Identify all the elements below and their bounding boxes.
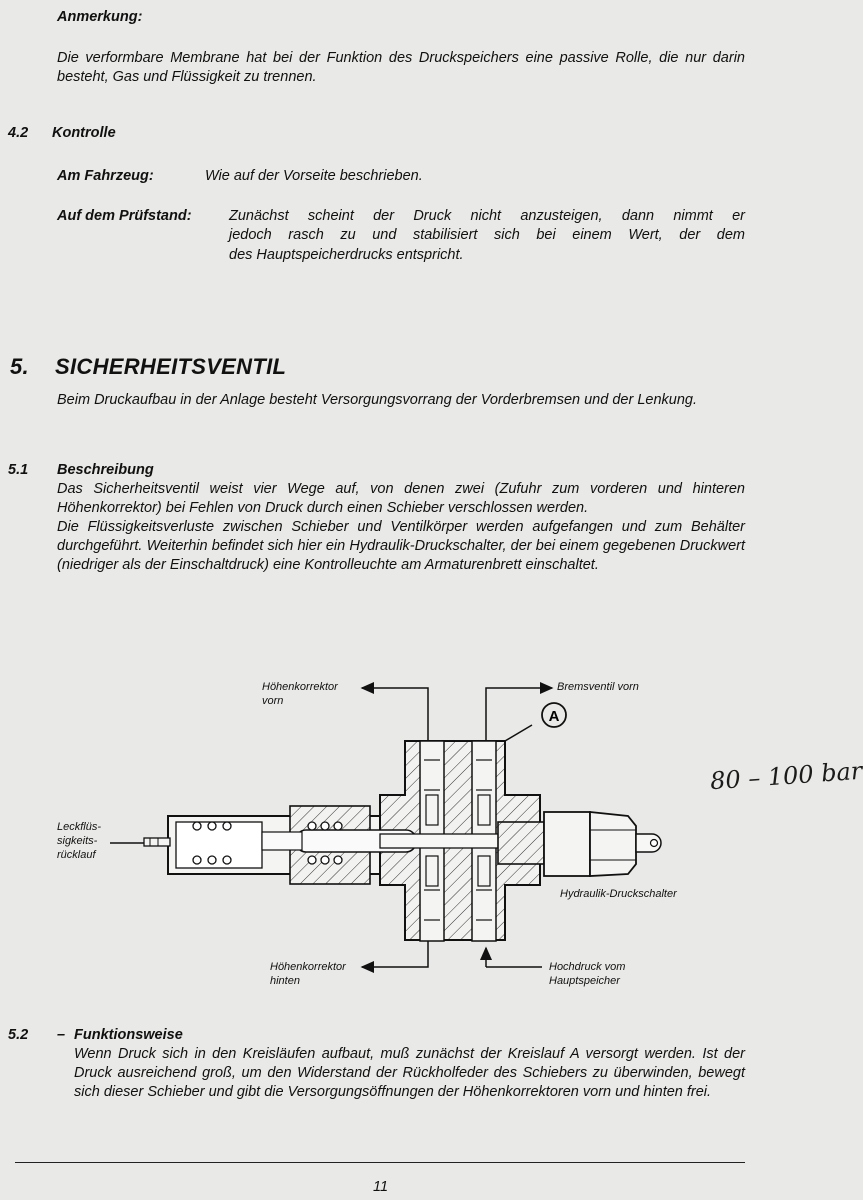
label-rear-corrector-1: Höhenkorrektor bbox=[270, 961, 346, 973]
page-number: 11 bbox=[373, 1179, 389, 1195]
section-5-intro-paragraph: Beim Druckaufbau in der Anlage besteht Versorgungsvorrang der Vorderbremsen und der Lenkung. bbox=[57, 392, 697, 408]
leak-nozzle bbox=[144, 838, 170, 846]
section-4-2-title: Kontrolle bbox=[52, 125, 116, 141]
section-5-2-number: 5.2 bbox=[8, 1027, 29, 1043]
footer-rule bbox=[15, 1162, 745, 1163]
bench-label: Auf dem Prüfstand: bbox=[57, 208, 192, 224]
section-5-1-title: Beschreibung bbox=[57, 462, 154, 478]
label-leak-1: Leckflüs- bbox=[57, 821, 102, 833]
section-5-1-paragraph-2: Die Flüssigkeitsverluste zwischen Schieber und Ventilkörper werden aufgefangen und zum Behälter durchgeführt. Weiterhin befindet sich hier ein Hydraulik-Druckschalter, der bei einem gegebenen Druckwert (niedriger als der Einschaltdruck) eine Kontrolleuchte am Armaturenbrett einschaltet. bbox=[57, 519, 745, 573]
label-pressure-switch: Hydraulik-Druckschalter bbox=[560, 888, 677, 900]
switch-adapter bbox=[498, 822, 544, 864]
label-front-corrector-2: vorn bbox=[262, 695, 284, 707]
bench-text-line1: Zunächst scheint der Druck nicht anzusteigen, dann nimmt er bbox=[229, 208, 745, 224]
vehicle-label: Am Fahrzeug: bbox=[57, 168, 154, 184]
section-5-2-paragraph: Wenn Druck sich in den Kreisläufen aufbaut, muß zunächst der Kreislauf A versorgt werden. Ist der Druck ausreichend groß, um den Widerstand der Rückholfeder des Schiebers zu überwinden, bewegt sich dieser Schieber und gibt die Versorgungsöffnungen der Höhenkorrektoren vorn und hinten frei. bbox=[74, 1046, 745, 1100]
note-paragraph: Die verformbare Membrane hat bei der Funktion des Druckspeichers eine passive Rolle, die nur darin besteht, Gas und Flüssigkeit zu trennen. bbox=[57, 50, 745, 85]
section-5-number: 5. bbox=[10, 354, 29, 379]
section-5-2-body bbox=[74, 1045, 745, 1102]
section-5-2-title: Funktionsweise bbox=[74, 1027, 183, 1043]
section-5-2-dash: – bbox=[57, 1027, 66, 1043]
vehicle-text: Wie auf der Vorseite beschrieben. bbox=[205, 168, 423, 184]
label-brake-valve: Bremsventil vorn bbox=[557, 681, 639, 693]
label-leak-2: sigkeits- bbox=[57, 835, 98, 847]
section-5-1-paragraph-1: Das Sicherheitsventil weist vier Wege auf, von denen zwei (Zufuhr zum vorderen und hinteren Höhenkorrektor) bei Fehlen von Druck durch einen Schieber verschlossen werden. bbox=[57, 481, 745, 516]
section-5-title: SICHERHEITSVENTIL bbox=[55, 354, 287, 379]
bench-text-line3: des Hauptspeicherdrucks entspricht. bbox=[229, 247, 464, 263]
label-leak-3: rücklauf bbox=[57, 849, 96, 861]
callout-A-label: A bbox=[548, 708, 560, 725]
note-heading: Anmerkung: bbox=[57, 9, 143, 25]
section-5-1-number: 5.1 bbox=[8, 462, 29, 478]
section-4-2-number: 4.2 bbox=[8, 125, 29, 141]
handwritten-pressure-note: 80 – 100 bar bbox=[709, 756, 863, 796]
pressure-switch-cap bbox=[590, 812, 636, 876]
label-front-corrector-1: Höhenkorrektor bbox=[262, 681, 338, 693]
label-high-pressure-1: Hochdruck vom bbox=[549, 961, 626, 973]
label-high-pressure-2: Hauptspeicher bbox=[549, 975, 620, 987]
pressure-switch-body bbox=[544, 812, 590, 876]
label-rear-corrector-2: hinten bbox=[270, 975, 300, 987]
bench-text-line2: jedoch rasch zu und stabilisiert sich bei einem Wert, der dem bbox=[229, 227, 745, 243]
